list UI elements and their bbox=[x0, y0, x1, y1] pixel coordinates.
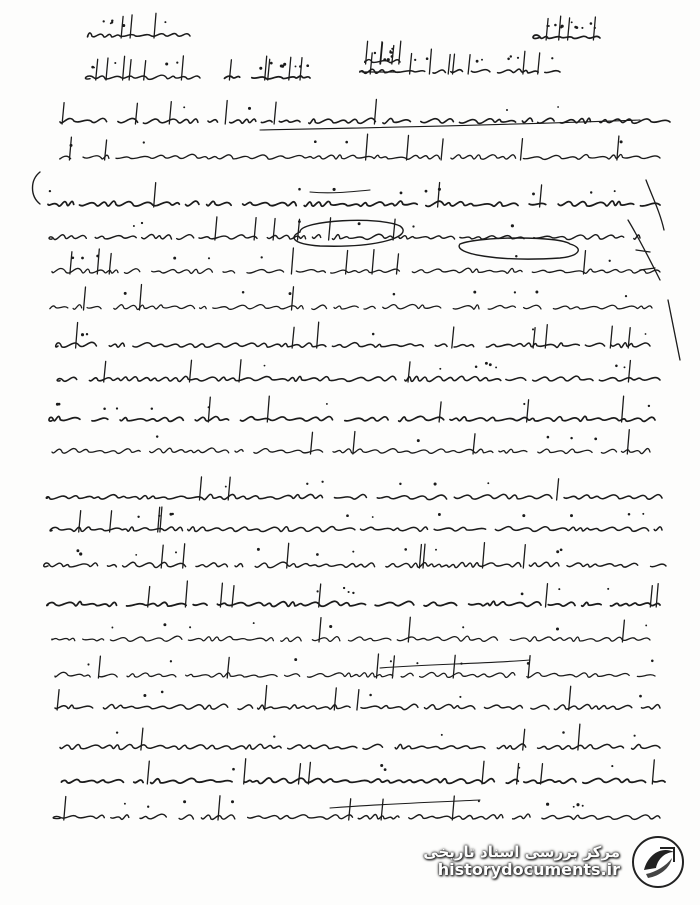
margin-note-3 bbox=[668, 300, 680, 360]
handwritten-line-2 bbox=[60, 134, 660, 160]
circled-word-1 bbox=[294, 220, 403, 246]
handwritten-line-3 bbox=[48, 183, 660, 208]
left-margin-bracket bbox=[33, 172, 41, 204]
handwritten-line-12 bbox=[50, 507, 662, 532]
handwritten-line-11 bbox=[46, 477, 662, 500]
watermark-archive-name: مرکز بررسی اسناد تاریخی bbox=[423, 843, 620, 862]
header-origin bbox=[533, 16, 600, 40]
watermark-text-block bbox=[423, 844, 620, 880]
handwritten-line-1 bbox=[60, 99, 670, 124]
circled-word-2 bbox=[459, 238, 578, 259]
watermark-url: historydocuments.ir bbox=[437, 860, 620, 880]
handwritten-line-16 bbox=[55, 654, 655, 678]
underline-1 bbox=[260, 120, 640, 130]
handwritten-line-7 bbox=[56, 322, 650, 348]
handwritten-line-5 bbox=[52, 248, 660, 274]
handwritten-line-15 bbox=[52, 617, 650, 642]
handwritten-line-17 bbox=[55, 686, 660, 711]
handwritten-line-6 bbox=[50, 285, 652, 311]
underline-4 bbox=[330, 800, 480, 808]
handwritten-line-20 bbox=[53, 796, 660, 820]
book-swirl-icon bbox=[630, 834, 686, 890]
handwritten-line-8 bbox=[57, 360, 660, 382]
header-word bbox=[365, 41, 401, 64]
header-reference-number bbox=[87, 13, 190, 38]
handwritten-line-10 bbox=[52, 430, 650, 454]
underline-2 bbox=[310, 190, 370, 193]
handwritten-line-9 bbox=[49, 396, 655, 422]
handwritten-line-19 bbox=[61, 759, 665, 784]
handwritten-line-13 bbox=[44, 543, 666, 568]
handwritten-line-14 bbox=[47, 581, 660, 607]
handwritten-line-18 bbox=[60, 724, 660, 750]
archive-watermark bbox=[386, 829, 686, 895]
header-date bbox=[85, 56, 200, 80]
header-date-label bbox=[224, 56, 310, 80]
